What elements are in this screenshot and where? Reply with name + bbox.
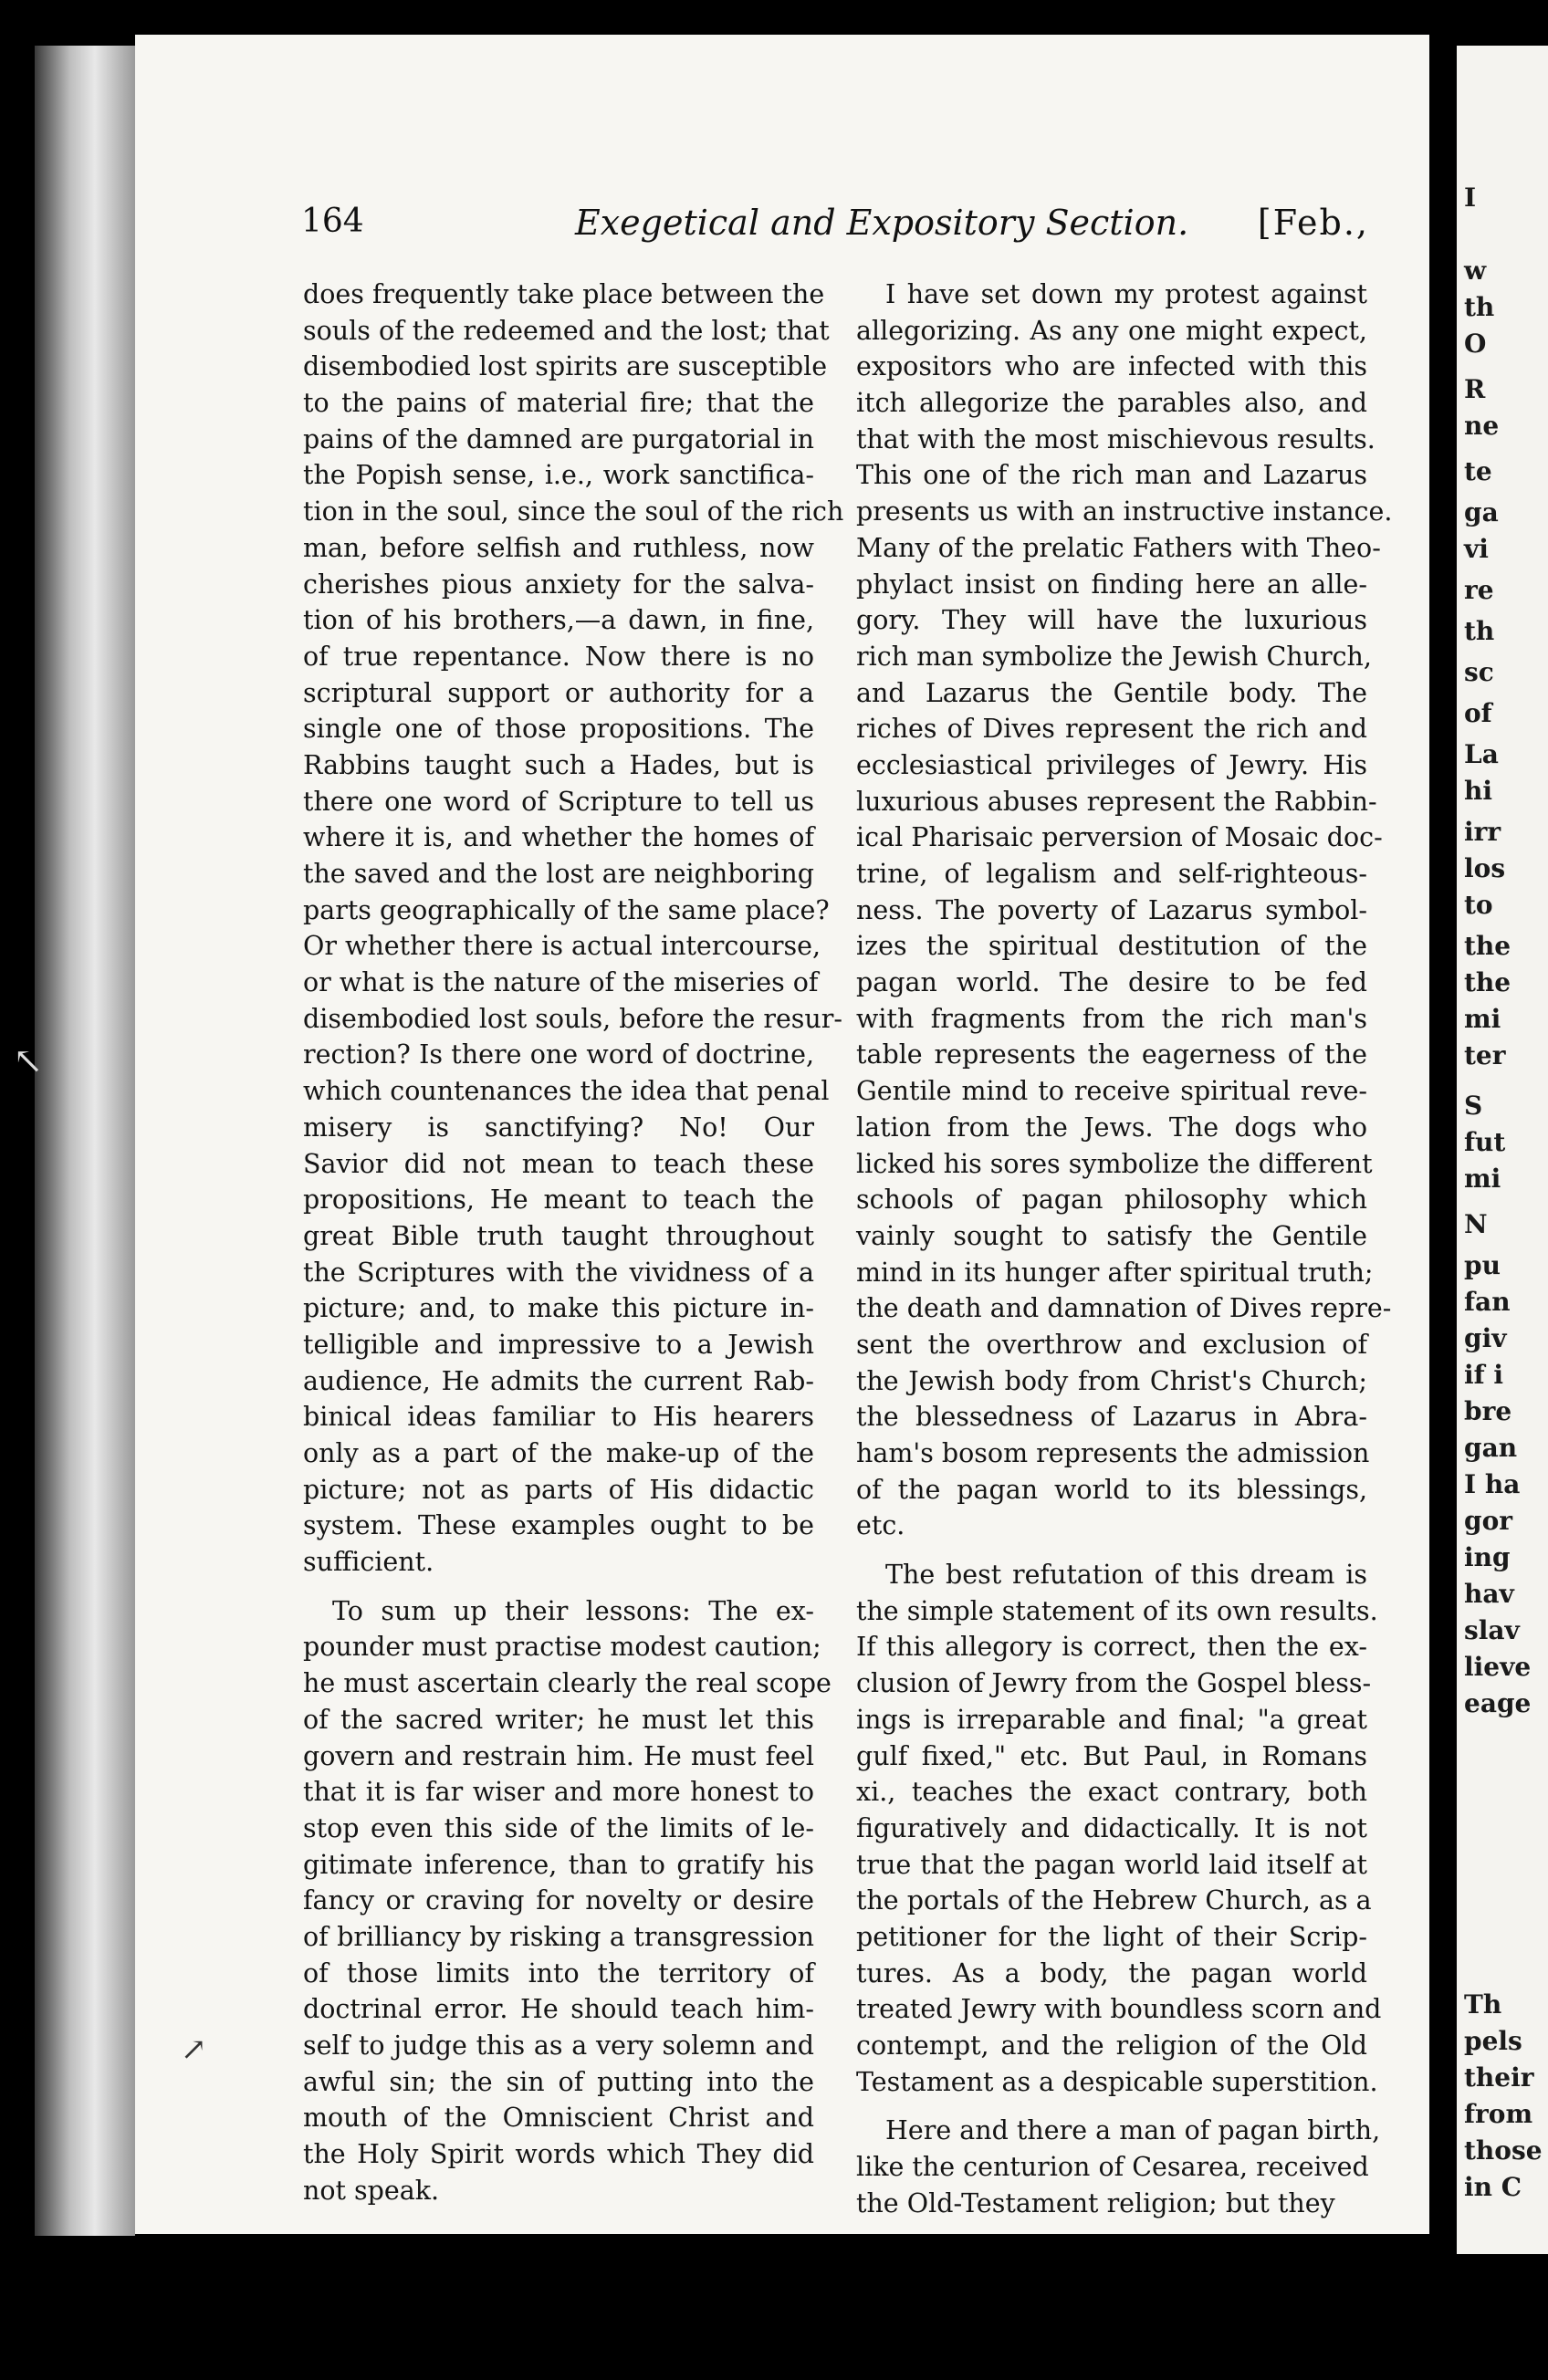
- right-column-text-line: If this allegory is correct, then the ex-: [856, 1632, 1367, 1663]
- facing-page-fragment: S: [1464, 1091, 1483, 1121]
- left-column-text-line: where it is, and whether the homes of: [303, 822, 814, 853]
- facing-page-fragment: O: [1464, 329, 1487, 359]
- facing-page-fragment: from: [1464, 2099, 1533, 2129]
- facing-page-fragment: th: [1464, 292, 1495, 322]
- left-column-text-line: of the sacred writer; he must let this: [303, 1704, 814, 1735]
- left-column-text-line: the Holy Spirit words which They did: [303, 2139, 814, 2170]
- margin-scribble-icon: ↗: [181, 2031, 207, 2068]
- right-column-text-line: the Jewish body from Christ's Church;: [856, 1365, 1367, 1396]
- facing-page-fragment: ing: [1464, 1542, 1511, 1572]
- right-column-text-line: lation from the Jews. The dogs who: [856, 1112, 1367, 1143]
- facing-page-fragment: irr: [1464, 817, 1501, 847]
- right-column-text-line: table represents the eagerness of the: [856, 1039, 1367, 1070]
- left-column-text-line: gitimate inference, than to gratify his: [303, 1849, 814, 1880]
- left-column-text-line: there one word of Scripture to tell us: [303, 786, 814, 817]
- right-column-text-line: the simple statement of its own results.: [856, 1595, 1378, 1626]
- facing-page-fragment: fan: [1464, 1287, 1511, 1317]
- right-column-text-line: ings is irreparable and final; "a great: [856, 1704, 1367, 1735]
- right-column-text-line: the Old-Testament religion; but they: [856, 2187, 1335, 2218]
- right-column-text-line: contempt, and the religion of the Old: [856, 2030, 1367, 2061]
- right-column-text-line: petitioner for the light of their Scrip-: [856, 1921, 1367, 1952]
- running-title: Exegetical and Expository Section.: [575, 203, 1189, 243]
- right-column-text-line: trine, of legalism and self-righteous-: [856, 859, 1367, 889]
- right-column-text-line: ness. The poverty of Lazarus symbol-: [856, 894, 1367, 925]
- right-column-text-line: presents us with an instructive instance.: [856, 496, 1393, 527]
- left-column-text-line: disembodied lost souls, before the resur-: [303, 1003, 843, 1034]
- left-column-text-line: not speak.: [303, 2175, 440, 2206]
- right-column-text-line: rich man symbolize the Jewish Church,: [856, 641, 1372, 672]
- left-column-text-line: doctrinal error. He should teach him-: [303, 1994, 814, 2025]
- facing-page-fragment: los: [1464, 853, 1506, 883]
- facing-page-fragment: w: [1464, 256, 1487, 286]
- facing-page-fragment: eage: [1464, 1688, 1532, 1718]
- left-column-text-line: system. These examples ought to be: [303, 1510, 814, 1541]
- left-column-text-line: Rabbins taught such a Hades, but is: [303, 749, 814, 780]
- right-column-text-line: ecclesiastical privileges of Jewry. His: [856, 749, 1367, 780]
- left-text-column: [303, 277, 844, 2208]
- running-month: [Feb.,: [1257, 203, 1369, 243]
- right-text-column: [856, 277, 1393, 2221]
- right-column-text-line: treated Jewry with boundless scorn and: [856, 1994, 1382, 2025]
- book-spine: [35, 46, 135, 2236]
- left-column-text-line: sufficient.: [303, 1547, 434, 1578]
- left-column-text-line: tion in the soul, since the soul of the rich: [303, 496, 844, 527]
- page-header: [301, 203, 1369, 257]
- right-column-text-line: ical Pharisaic perversion of Mosaic doc-: [856, 822, 1383, 853]
- facing-page-fragment: I ha: [1464, 1469, 1521, 1499]
- left-column-text-line: cherishes pious anxiety for the salva-: [303, 569, 814, 600]
- left-column-text-line: parts geographically of the same place?: [303, 894, 830, 925]
- right-column-text-line: the death and damnation of Dives repre-: [856, 1293, 1392, 1324]
- right-column-paragraph-gap: [856, 2100, 1367, 2113]
- facing-page-fragment: pu: [1464, 1250, 1501, 1280]
- facing-page-fragment: to: [1464, 890, 1493, 920]
- left-column-text-line: the Scriptures with the vividness of a: [303, 1257, 814, 1288]
- right-column-text-line: mind in its hunger after spiritual truth;: [856, 1257, 1374, 1288]
- left-column-text-line: which countenances the idea that penal: [303, 1076, 830, 1107]
- right-column-text-line: expositors who are infected with this: [856, 351, 1367, 382]
- facing-page-fragment: in C: [1464, 2172, 1522, 2202]
- right-column-text-line: that with the most mischievous results.: [856, 423, 1375, 454]
- facing-page-fragment: Th: [1464, 1989, 1502, 2020]
- left-column-text-line: binical ideas familiar to His hearers: [303, 1402, 814, 1433]
- right-column-text-line: pagan world. The desire to be fed: [856, 967, 1367, 998]
- left-column-text-line: To sum up their lessons: The ex-: [332, 1595, 814, 1626]
- facing-page-fragment: of: [1464, 698, 1492, 728]
- facing-page-fragment: ter: [1464, 1040, 1506, 1070]
- facing-page-fragment: re: [1464, 575, 1494, 605]
- facing-page-fragment: R: [1464, 374, 1486, 404]
- left-column-text-line: misery is sanctifying? No! Our: [303, 1112, 814, 1143]
- facing-page-fragment: N: [1464, 1209, 1488, 1239]
- facing-page-fragment: those: [1464, 2135, 1543, 2166]
- right-column-text-line: The best refutation of this dream is: [885, 1560, 1367, 1591]
- left-column-text-line: audience, He admits the current Rab-: [303, 1365, 814, 1396]
- facing-page-fragment: if i: [1464, 1360, 1504, 1390]
- right-column-text-line: licked his sores symbolize the different: [856, 1148, 1373, 1179]
- facing-page-fragment: mi: [1464, 1164, 1501, 1194]
- left-column-text-line: propositions, He meant to teach the: [303, 1185, 814, 1216]
- left-column-text-line: rection? Is there one word of doctrine,: [303, 1039, 814, 1070]
- facing-page-fragment: te: [1464, 456, 1492, 486]
- right-column-text-line: xi., teaches the exact contrary, both: [856, 1777, 1367, 1808]
- facing-page-fragment: gan: [1464, 1433, 1518, 1463]
- right-column-text-line: schools of pagan philosophy which: [856, 1185, 1367, 1216]
- left-column-text-line: stop even this side of the limits of le-: [303, 1812, 814, 1843]
- facing-page-fragment: bre: [1464, 1396, 1512, 1426]
- right-column-text-line: Here and there a man of pagan birth,: [885, 2115, 1381, 2146]
- right-column-text-line: ham's bosom represents the admission: [856, 1438, 1370, 1468]
- right-column-text-line: tures. As a body, the pagan world: [856, 1957, 1367, 1989]
- right-column-text-line: izes the spiritual destitution of the: [856, 931, 1367, 962]
- left-column-text-line: awful sin; the sin of putting into the: [303, 2066, 814, 2097]
- right-column-text-line: Many of the prelatic Fathers with Theo-: [856, 532, 1381, 563]
- right-column-text-line: with fragments from the rich man's: [856, 1003, 1367, 1034]
- right-column-text-line: allegorizing. As any one might expect,: [856, 315, 1367, 346]
- right-column-text-line: gory. They will have the luxurious: [856, 605, 1367, 636]
- right-column-text-line: clusion of Jewry from the Gospel bless-: [856, 1668, 1372, 1699]
- left-column-text-line: he must ascertain clearly the real scope: [303, 1668, 832, 1699]
- facing-page-fragment: vi: [1464, 534, 1489, 564]
- left-column-text-line: to the pains of material fire; that the: [303, 388, 814, 419]
- facing-page-fragment: mi: [1464, 1004, 1501, 1034]
- left-column-text-line: disembodied lost spirits are susceptible: [303, 351, 828, 382]
- facing-page-fragment: fut: [1464, 1127, 1506, 1157]
- left-column-text-line: pounder must practise modest caution;: [303, 1632, 821, 1663]
- left-column-text-line: the saved and the lost are neighboring: [303, 859, 814, 889]
- facing-page-fragment: I: [1464, 183, 1477, 213]
- facing-page-fragment: giv: [1464, 1323, 1507, 1353]
- left-column-text-line: telligible and impressive to a Jewish: [303, 1329, 814, 1360]
- facing-page-fragment: hav: [1464, 1579, 1514, 1609]
- left-column-text-line: single one of those propositions. The: [303, 714, 814, 745]
- right-column-text-line: Testament as a despicable superstition.: [856, 2066, 1378, 2097]
- left-column-text-line: self to judge this as a very solemn and: [303, 2030, 814, 2061]
- left-column-text-line: or what is the nature of the miseries of: [303, 967, 819, 998]
- left-column-text-line: tion of his brothers,—a dawn, in fine,: [303, 605, 814, 636]
- left-column-text-line: that it is far wiser and more honest to: [303, 1777, 814, 1808]
- right-column-text-line: sent the overthrow and exclusion of: [856, 1329, 1367, 1360]
- left-column-text-line: souls of the redeemed and the lost; that: [303, 315, 830, 346]
- right-column-text-line: true that the pagan world laid itself at: [856, 1849, 1367, 1880]
- right-column-text-line: of the pagan world to its blessings,: [856, 1474, 1367, 1505]
- facing-page-fragment: La: [1464, 739, 1499, 769]
- right-column-text-line: riches of Dives represent the rich and: [856, 714, 1367, 745]
- left-column-text-line: of those limits into the territory of: [303, 1957, 814, 1989]
- left-column-text-line: Or whether there is actual intercourse,: [303, 931, 821, 962]
- left-column-text-line: mouth of the Omniscient Christ and: [303, 2103, 814, 2134]
- left-column-text-line: scriptural support or authority for a: [303, 677, 814, 708]
- left-column-text-line: of brilliancy by risking a transgression: [303, 1921, 814, 1952]
- facing-page-fragment: pels: [1464, 2026, 1522, 2056]
- right-column-text-line: luxurious abuses represent the Rabbin-: [856, 786, 1377, 817]
- right-column-paragraph-gap: [856, 1544, 1367, 1557]
- right-column-text-line: like the centurion of Cesarea, received: [856, 2152, 1369, 2183]
- facing-page-edge: [1457, 46, 1548, 2254]
- left-column-text-line: only as a part of the make-up of the: [303, 1438, 814, 1468]
- right-column-text-line: vainly sought to satisfy the Gentile: [856, 1220, 1367, 1251]
- margin-mark-icon: ↖: [13, 1040, 44, 1082]
- facing-page-fragment: sc: [1464, 657, 1494, 687]
- left-column-text-line: Savior did not mean to teach these: [303, 1148, 814, 1179]
- right-column-text-line: gulf fixed," etc. But Paul, in Romans: [856, 1740, 1367, 1771]
- facing-page-fragment: their: [1464, 2062, 1534, 2093]
- right-column-text-line: This one of the rich man and Lazarus: [856, 460, 1367, 491]
- left-column-text-line: great Bible truth taught throughout: [303, 1220, 814, 1251]
- left-column-text-line: pains of the damned are purgatorial in: [303, 423, 814, 454]
- facing-page-fragment: hi: [1464, 776, 1492, 806]
- left-column-text-line: does frequently take place between the: [303, 279, 825, 309]
- facing-page-fragment: ga: [1464, 497, 1499, 527]
- left-column-text-line: the Popish sense, i.e., work sanctifica-: [303, 460, 814, 491]
- right-column-text-line: figuratively and didactically. It is not: [856, 1812, 1367, 1843]
- right-column-text-line: and Lazarus the Gentile body. The: [856, 677, 1367, 708]
- left-column-text-line: govern and restrain him. He must feel: [303, 1740, 814, 1771]
- right-column-text-line: Gentile mind to receive spiritual reve-: [856, 1076, 1367, 1107]
- page-number: 164: [301, 203, 364, 240]
- left-column-text-line: picture; not as parts of His didactic: [303, 1474, 814, 1505]
- left-column-paragraph-gap: [303, 1581, 814, 1593]
- left-column-text-line: fancy or craving for novelty or desire: [303, 1885, 814, 1916]
- facing-page-fragment: the: [1464, 931, 1511, 961]
- right-column-text-line: the portals of the Hebrew Church, as a: [856, 1885, 1372, 1916]
- facing-page-fragment: th: [1464, 616, 1495, 646]
- facing-page-fragment: slav: [1464, 1615, 1520, 1645]
- right-column-text-line: etc.: [856, 1510, 905, 1541]
- left-column-text-line: man, before selfish and ruthless, now: [303, 532, 814, 563]
- left-column-text-line: picture; and, to make this picture in-: [303, 1293, 814, 1324]
- facing-page-fragment: the: [1464, 967, 1511, 997]
- right-column-text-line: the blessedness of Lazarus in Abra-: [856, 1402, 1367, 1433]
- right-column-text-line: I have set down my protest against: [885, 279, 1367, 309]
- facing-page-fragment: ne: [1464, 411, 1500, 441]
- right-column-text-line: phylact insist on finding here an alle-: [856, 569, 1367, 600]
- facing-page-fragment: gor: [1464, 1506, 1513, 1536]
- facing-page-fragment: lieve: [1464, 1652, 1532, 1682]
- right-column-text-line: itch allegorize the parables also, and: [856, 388, 1367, 419]
- left-column-text-line: of true repentance. Now there is no: [303, 641, 814, 672]
